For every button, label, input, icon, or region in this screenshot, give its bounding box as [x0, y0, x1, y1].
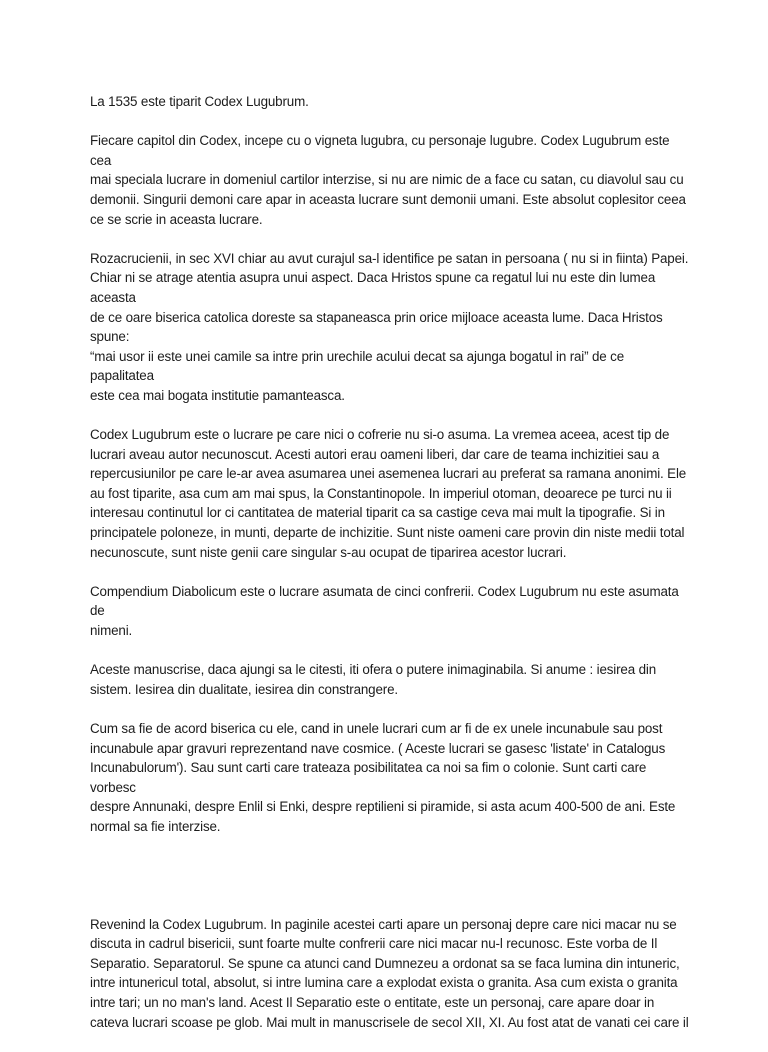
paragraph-forbidden-books: Cum sa fie de acord biserica cu ele, cand in unele lucrari cum ar fi de ex unele incunabule sau post incunabule apar gravuri reprezentand nave cosmice. ( Aceste lucrari se gasesc 'listate' in Catalogus Incunabulorum'). Sau sunt carti care trateaza posibilitatea ca noi sa fim o colonie. Sunt carti care vorbesc despre Annunaki, despre Enlil si Enki, despre reptilieni si piramide, si asta acum 400-500 de ani. Este normal sa fie interzise.	[90, 721, 676, 834]
document-body	[90, 92, 690, 1052]
paragraph-intro: La 1535 este tiparit Codex Lugubrum.	[90, 94, 309, 109]
paragraph-manuscripts-power: Aceste manuscrise, daca ajungi sa le citesti, iti ofera o putere inimaginabila. Si anume : iesirea din sistem. Iesirea din dualitate, iesirea din constrangere.	[90, 662, 657, 697]
paragraph-anonymous-authors: Codex Lugubrum este o lucrare pe care nici o cofrerie nu si-o asuma. La vremea aceea, acest tip de lucrari aveau autor necunoscut. Acesti autori erau oameni liberi, dar care de teama inchizitiei sau a repercusiunilor pe care le-ar avea asumarea unei asemenea lucrari au preferat sa ramana anonimi. Ele au fost tiparite, asa cum am mai spus, la Constantinopole. In imperiul otoman, deoarece pe turci nu ii interesau continutul lor ci cantitatea de material tiparit ca sa castige ceva mai mult la tipografie. Si in principatele poloneze, in munti, departe de inchizitie. Sunt niste oameni care provin din niste medii total necunoscute, sunt niste genii care singular s-au ocupat de tiparirea acestor lucrari.	[90, 427, 687, 560]
paragraph-rosicrucians: Rozacrucienii, in sec XVI chiar au avut curajul sa-l identifice pe satan in persoana ( nu si in fiinta) Papei. Chiar ni se atrage atentia asupra unui aspect. Daca Hristos spune ca regatul lui nu este din lumea aceasta de ce oare biserica catolica doreste sa stapaneasca prin orice mijloace aceasta lume. Daca Hristos spune: “mai usor ii este unei camile sa intre prin urechile acului decat sa ajunga bogatul in rai” de ce papalitatea este cea mai bogata institutie pamanteasca.	[90, 250, 689, 403]
paragraph-codex-chapters: Fiecare capitol din Codex, incepe cu o vigneta lugubra, cu personaje lugubre. Codex Lugubrum este cea mai speciala lucrare in domeniul cartilor interzise, si nu are nimic de a face cu satan, cu diavolul sau cu demonii. Singurii demoni care apar in aceasta lucrare sunt demonii umani. Este absolut coplesitor ceea ce se scrie in aceasta lucrare.	[90, 133, 686, 227]
paragraph-compendium: Compendium Diabolicum este o lucrare asumata de cinci confrerii. Codex Lugubrum nu este asumata de nimeni.	[90, 583, 679, 639]
paragraph-separatio: Revenind la Codex Lugubrum. In paginile acestei carti apare un personaj depre care nici macar nu se discuta in cadrul bisericii, sunt foarte multe confrerii care nici macar nu-l recunosc. Este vorba de Il Separatio. Separatorul. Se spune ca atunci cand Dumnezeu a ordonat sa se faca lumina din intuneric, intre intunericul total, absolut, si intre lumina care a explodat exista o granita. Asa cum exista o granita intre tari; un no man's land. Acest Il Separatio este o entitate, este un personaj, care apare doar in cateva lucrari scoase pe glob. Mai mult in manuscrisele de secol XII, XI. Au fost atat de vanati cei care il	[90, 916, 689, 1030]
